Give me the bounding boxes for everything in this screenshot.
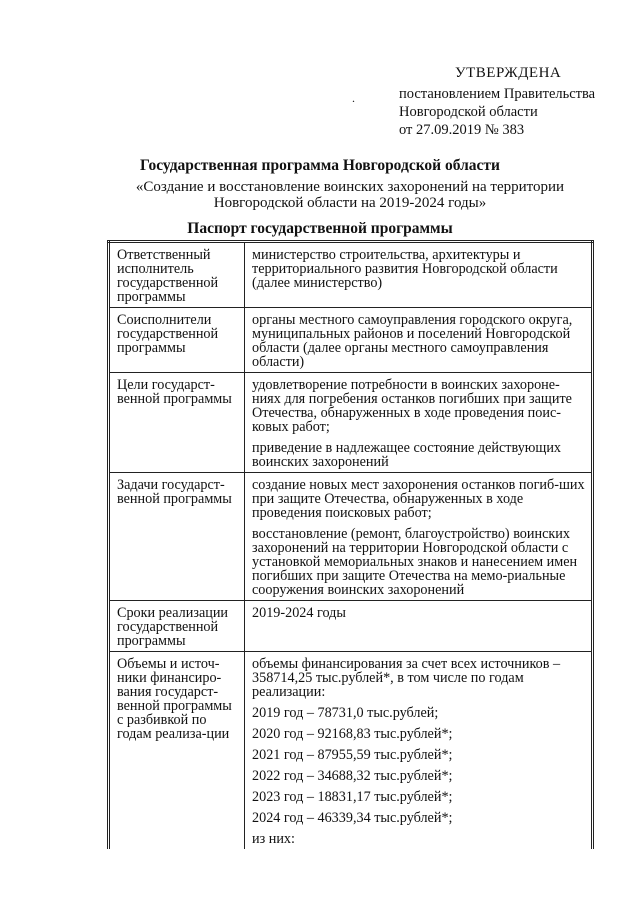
funding-year-2023: 2023 год – 18831,17 тыс.рублей*; xyxy=(252,789,453,805)
table-row xyxy=(109,601,593,652)
funding-intro: объемы финансирования за счет всех источников – 358714,25 тыс.рублей*, в том числе по годам реализации: xyxy=(252,656,561,700)
row-key-funding: Объемы и источ-ники финансиро-вания государст-венной программы с разбивкой по годам реализа-ции xyxy=(109,652,245,850)
row-key-terms: Сроки реализации государственной программы xyxy=(109,601,245,652)
row-key-executor: Ответственный исполнитель государственной программы xyxy=(109,242,245,308)
passport-table xyxy=(107,240,594,849)
table-row xyxy=(109,473,593,601)
row-value-text: министерство строительства, архитектуры и территориального развития Новгородской области (далее министерство) xyxy=(252,247,558,291)
row-key-goals: Цели государст-венной программы xyxy=(109,373,245,473)
row-value-text: приведение в надлежащее состояние действующих воинских захоронений xyxy=(252,440,561,470)
row-value-text: создание новых мест захоронения останков погиб-ших при защите Отечества, обнаруженных в ходе проведения поисковых работ; xyxy=(252,477,585,521)
row-value-coexecutors xyxy=(245,308,593,373)
table-row xyxy=(109,308,593,373)
funding-tail: из них: xyxy=(252,831,295,847)
table-row xyxy=(109,373,593,473)
table-row xyxy=(109,242,593,308)
funding-year-2021: 2021 год – 87955,59 тыс.рублей*; xyxy=(252,747,453,763)
row-value-text: восстановление (ремонт, благоустройство) воинских захоронений на территории Новгородской области с установкой мемориальных знаков и нанесением имен погибших при защите Отечества на мемо-риальные сооружения воинских захоронений xyxy=(252,526,578,598)
approval-block xyxy=(399,64,629,139)
row-key-tasks: Задачи государст-венной программы xyxy=(109,473,245,601)
stray-mark: . xyxy=(352,91,355,105)
passport-title: Паспорт государственной программы xyxy=(187,220,453,237)
program-subtitle: «Создание и восстановление воинских захоронений на территории Новгородской области на 2019-2024 годы» xyxy=(135,179,565,211)
row-value-terms xyxy=(245,601,593,652)
approval-line-decree: постановлением Правительства xyxy=(399,86,596,102)
funding-year-2019: 2019 год – 78731,0 тыс.рублей; xyxy=(252,705,439,721)
approval-line-date: от 27.09.2019 № 383 xyxy=(399,122,525,138)
row-key-coexecutors: Соисполнители государственной программы xyxy=(109,308,245,373)
funding-year-2022: 2022 год – 34688,32 тыс.рублей*; xyxy=(252,768,453,784)
row-value-goals xyxy=(245,373,593,473)
row-value-text: органы местного самоуправления городского округа, муниципальных районов и поселений Новгородской области (далее органы местного самоуправления области) xyxy=(252,312,573,370)
program-title: Государственная программа Новгородской области xyxy=(140,157,500,174)
funding-year-2024: 2024 год – 46339,34 тыс.рублей*; xyxy=(252,810,453,826)
approval-heading: УТВЕРЖДЕНА xyxy=(455,65,562,81)
funding-year-2020: 2020 год – 92168,83 тыс.рублей*; xyxy=(252,726,453,742)
row-value-funding xyxy=(245,652,593,850)
table-row xyxy=(109,652,593,850)
row-value-executor xyxy=(245,242,593,308)
row-value-text: удовлетворение потребности в воинских захороне-ниях для погребения останков погибших при защите Отечества, обнаруженных в ходе проведения поис-ковых работ; xyxy=(252,377,572,435)
row-value-tasks xyxy=(245,473,593,601)
approval-line-region: Новгородской области xyxy=(399,104,538,120)
row-value-text: 2019-2024 годы xyxy=(252,605,346,621)
